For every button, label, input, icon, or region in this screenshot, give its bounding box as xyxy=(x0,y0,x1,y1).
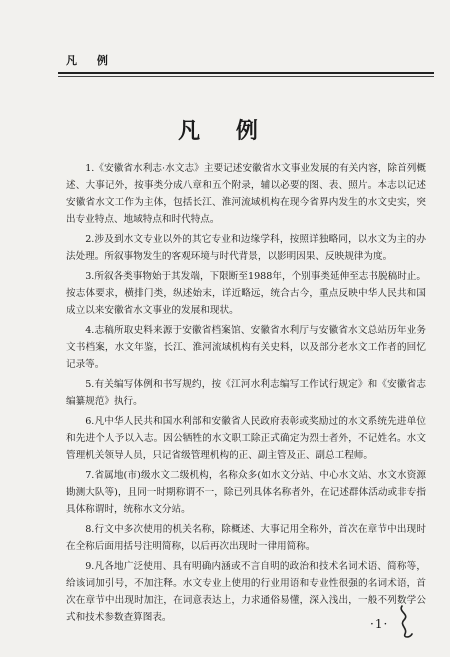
running-head: 凡 例 xyxy=(66,54,116,67)
paragraph-8: 8.行文中多次使用的机关名称，除概述、大事记用全称外，首次在章节中出现时在全称后面用括号注明简称，以后再次出现时一律用简称。 xyxy=(66,524,426,552)
page-title: 凡 例 xyxy=(178,118,272,144)
paragraph-4: 4.志稿所取史料来源于安徽省档案馆、安徽省水利厅与安徽省水文总站历年业务文书档案，水文年鉴，长江、淮河流域机构有关史料，以及部分老水文工作者的回忆记录等。 xyxy=(66,325,426,370)
ink-mark-icon xyxy=(396,604,418,640)
paragraph-6: 6.凡中华人民共和国水利部和安徽省人民政府表彰或奖励过的水文系统先进单位和先进个人予以入志。因公牺牲的水文职工除正式确定为烈士者外，不记姓名。水文管理机关领导人员，只记省级管理机构的正、副主管及正、副总工程师。 xyxy=(66,416,426,461)
header-rule-thick xyxy=(58,72,434,74)
paragraph-9: 9.凡各地广泛使用、具有明确内涵或不言自明的政治和技术名词术语、简称等，给该词加引号，不加注释。水文专业上使用的行业用语和专业性很强的名词术语，首次在章节中出现时加注，在词意表达上，力求通俗易懂，深入浅出，一般不列数学公式和技术参数查算图表。 xyxy=(66,561,426,623)
paragraph-3: 3.所叙各类事物始于其发端，下限断至1988年，个别事类延伸至志书脱稿时止。按志体要求，横排门类，纵述始末，详近略远，统合古今，重点反映中华人民共和国成立以来安徽省水文事业的发展和现状。 xyxy=(66,271,426,316)
paragraph-2: 2.涉及到水文专业以外的其它专业和边缘学科，按照详独略同，以水文为主的办法处理。所叙事物发生的客观环境与时代背景，以影明因果、反映规律为度。 xyxy=(66,234,426,262)
document-body xyxy=(66,160,426,629)
header-rule-thin xyxy=(58,76,434,77)
paragraph-1: 1.《安徽省水利志·水文志》主要记述安徽省水文事业发展的有关内容，除首列概述、大事记外，按事类分成八章和五个附录，辅以必要的图、表、照片。本志以记述安徽省水文工作为主体，包括长江、淮河流域机构在现今省界内发生的水文史实，突出专业特点、地域特点和时代特点。 xyxy=(66,163,426,225)
page-number: ·1· xyxy=(370,617,389,631)
paragraph-5: 5.有关编写体例和书写规约，按《江河水利志编写工作试行规定》和《安徽省志编纂规范》执行。 xyxy=(66,379,426,407)
paragraph-7: 7.省属地(市)级水文二级机构，名称众多(如水文分站、中心水文站、水文水资源勘测大队等)，且同一时期称谓不一，除已列具体名称者外，在记述群体活动或非专指具体称谓时，统称水文分站。 xyxy=(66,470,426,515)
